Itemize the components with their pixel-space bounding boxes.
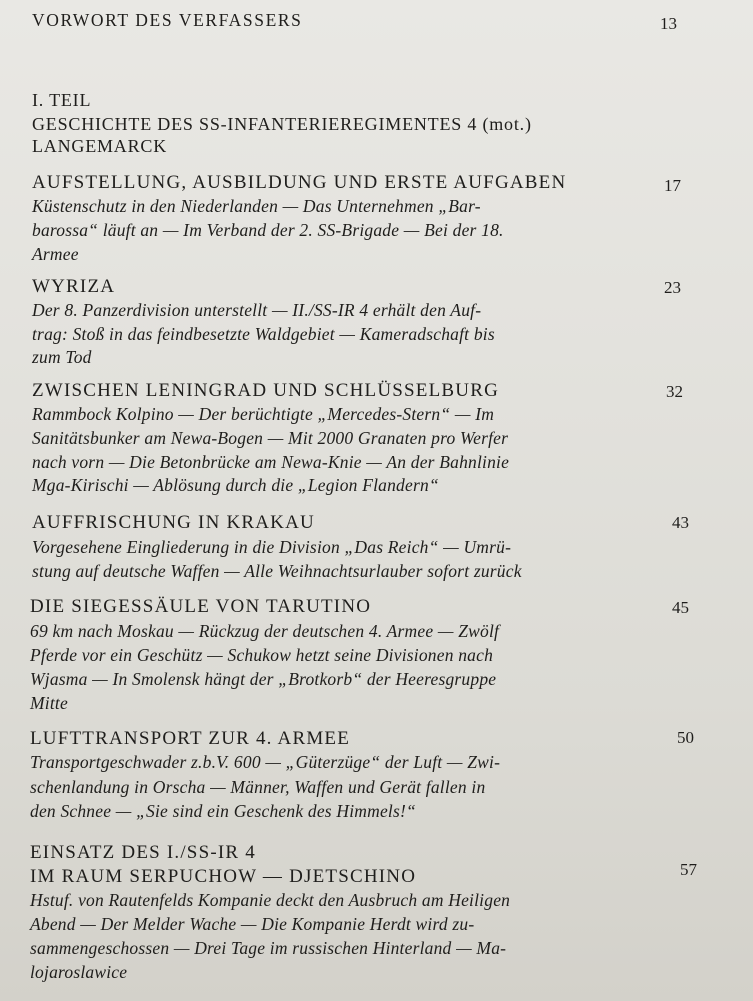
chapter-summary-line: Abend — Der Melder Wache — Die Kompanie Herdt wird zu- (30, 914, 475, 934)
chapter-page-number: 43 (672, 513, 689, 532)
part-label: I. TEIL (32, 90, 92, 110)
chapter-summary-line: Vorgesehene Eingliederung in die Division „Das Reich“ — Umrü- (32, 537, 512, 557)
chapter-page-number: 45 (672, 598, 689, 617)
chapter-title: DIE SIEGESSÄULE VON TARUTINO (30, 596, 372, 617)
preface-page-number: 13 (660, 14, 677, 33)
chapter-summary-line: lojaroslawice (30, 962, 128, 982)
chapter-title: WYRIZA (32, 276, 116, 297)
chapter-summary-line: Küstenschutz in den Niederlanden — Das Unternehmen „Bar- (32, 196, 481, 216)
chapter-summary-line: Wjasma — In Smolensk hängt der „Brotkorb“ der Heeresgruppe (30, 669, 497, 689)
chapter-summary-line: nach vorn — Die Betonbrücke am Newa-Knie — An der Bahnlinie (32, 452, 510, 472)
chapter-page-number: 17 (664, 176, 681, 195)
chapter-title: AUFSTELLUNG, AUSBILDUNG UND ERSTE AUFGABEN (32, 172, 567, 193)
chapter-summary-line: schenlandung in Orscha — Männer, Waffen und Gerät fallen in (30, 777, 486, 797)
chapter-summary-line: Hstuf. von Rautenfelds Kompanie deckt den Ausbruch am Heiligen (30, 890, 511, 910)
chapter-summary-line: sammengeschossen — Drei Tage im russischen Hinterland — Ma- (30, 938, 507, 958)
chapter-summary-line: Mga-Kirischi — Ablösung durch die „Legion Flandern“ (32, 475, 439, 495)
chapter-summary-line: Transportgeschwader z.b.V. 600 — „Güterzüge“ der Luft — Zwi- (30, 752, 501, 772)
chapter-summary-line: barossa“ läuft an — Im Verband der 2. SS-Brigade — Bei der 18. (32, 220, 504, 240)
chapter-summary-line: Rammbock Kolpino — Der berüchtigte „Mercedes-Stern“ — Im (32, 404, 495, 424)
chapter-title: EINSATZ DES I./SS-IR 4 (30, 842, 256, 863)
chapter-page-number: 50 (677, 728, 694, 747)
chapter-summary-line: Der 8. Panzerdivision unterstellt — II./SS-IR 4 erhält den Auf- (32, 300, 482, 320)
chapter-summary-line: Armee (32, 244, 79, 264)
chapter-page-number: 32 (666, 382, 683, 401)
part-title-line-1: GESCHICHTE DES SS-INFANTERIEREGIMENTES 4 (mot.) (32, 114, 532, 134)
part-title-line-2: LANGEMARCK (32, 136, 168, 156)
chapter-summary-line: 69 km nach Moskau — Rückzug der deutschen 4. Armee — Zwölf (30, 621, 500, 641)
chapter-summary-line: trag: Stoß in das feindbesetzte Waldgebiet — Kameradschaft bis (32, 324, 495, 344)
chapter-summary-line: stung auf deutsche Waffen — Alle Weihnachtsurlauber sofort zurück (32, 561, 522, 581)
chapter-summary-line: Pferde vor ein Geschütz — Schukow hetzt seine Divisionen nach (30, 645, 494, 665)
chapter-page-number: 57 (680, 860, 697, 879)
chapter-summary-line: Mitte (30, 693, 68, 713)
chapter-title: AUFFRISCHUNG IN KRAKAU (32, 512, 315, 533)
preface-title: VORWORT DES VERFASSERS (32, 10, 303, 30)
chapter-summary-line: den Schnee — „Sie sind ein Geschenk des Himmels!“ (30, 801, 416, 821)
chapter-summary-line: zum Tod (32, 347, 92, 367)
chapter-title: LUFTTRANSPORT ZUR 4. ARMEE (30, 728, 351, 749)
chapter-title-line-2: IM RAUM SERPUCHOW — DJETSCHINO (30, 866, 417, 887)
chapter-page-number: 23 (664, 278, 681, 297)
chapter-title: ZWISCHEN LENINGRAD UND SCHLÜSSELBURG (32, 380, 500, 401)
chapter-summary-line: Sanitätsbunker am Newa-Bogen — Mit 2000 Granaten pro Werfer (32, 428, 509, 448)
